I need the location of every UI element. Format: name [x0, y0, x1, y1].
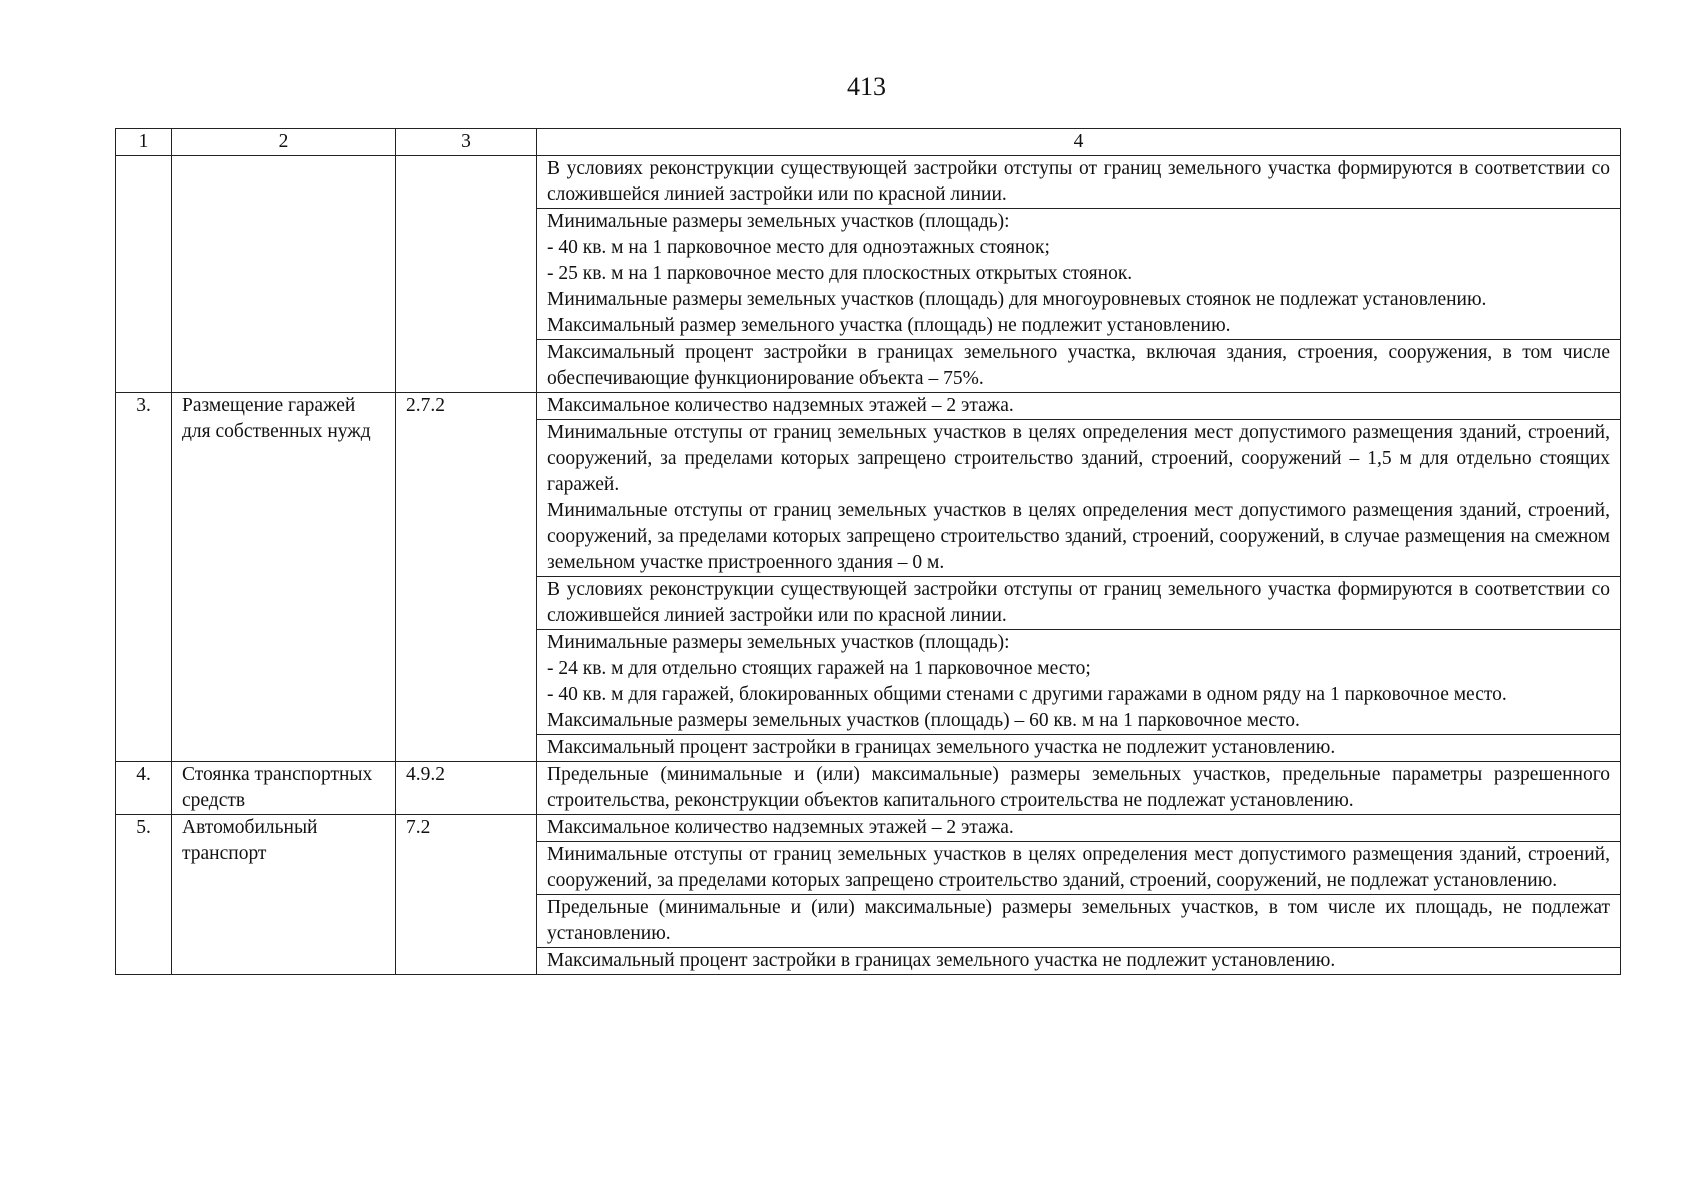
header-cell: 1: [116, 129, 172, 156]
param-text: Максимальное количество надземных этажей – 2 этажа.: [547, 395, 1014, 416]
param-cell: [537, 948, 1621, 975]
header-cell: 4: [537, 129, 1621, 156]
param-cell: [537, 393, 1621, 420]
table-row: [116, 156, 1621, 209]
param-cell: [537, 340, 1621, 393]
param-text: Минимальные отступы от границ земельных участков в целях определения мест допустимого размещения зданий, строений, сооружений, за пределами которых запрещено строительство зданий, строений, сооружений, не подлежат установлению.: [547, 844, 1610, 891]
param-cell: [537, 209, 1621, 340]
param-text: - 40 кв. м на 1 парковочное место для одноэтажных стоянок;: [547, 237, 1050, 258]
param-text: Предельные (минимальные и (или) максимальные) размеры земельных участков, в том числе их площадь, не подлежат установлению.: [547, 897, 1610, 944]
param-text: Максимальное количество надземных этажей – 2 этажа.: [547, 817, 1014, 838]
row-code: 4.9.2: [396, 762, 537, 815]
param-text: Минимальные отступы от границ земельных участков в целях определения мест допустимого размещения зданий, строений, сооружений, за пределами которых запрещено строительство зданий, строений, сооружений – 1,5 м для отдельно стоящих гаражей.: [547, 422, 1610, 495]
param-cell: [537, 762, 1621, 815]
row-code: 2.7.2: [396, 393, 537, 762]
param-text: Минимальные размеры земельных участков (площадь) для многоуровневых стоянок не подлежат установлению.: [547, 289, 1487, 310]
param-text: Максимальный процент застройки в границах земельного участка не подлежит установлению.: [547, 950, 1336, 971]
header-cell: 2: [172, 129, 396, 156]
row-name: Размещение гаражей для собственных нужд: [172, 393, 396, 762]
row-number: 4.: [116, 762, 172, 815]
table-header-row: [116, 129, 1621, 156]
param-text: Минимальные размеры земельных участков (площадь):: [547, 211, 1010, 232]
row-name: Стоянка транспортных средств: [172, 762, 396, 815]
table-row: [116, 762, 1621, 815]
param-cell: [537, 842, 1621, 895]
row-name: Автомобильный транспорт: [172, 815, 396, 975]
param-cell: [537, 815, 1621, 842]
param-cell: [537, 156, 1621, 209]
param-text: Максимальный размер земельного участка (площадь) не подлежит установлению.: [547, 315, 1231, 336]
page-number: 413: [847, 72, 886, 101]
table-row: [116, 815, 1621, 842]
param-text: Максимальный процент застройки в границах земельного участка не подлежит установлению.: [547, 737, 1336, 758]
row-code: 7.2: [396, 815, 537, 975]
regulations-table: [115, 128, 1621, 975]
param-text: Максимальные размеры земельных участков (площадь) – 60 кв. м на 1 парковочное место.: [547, 710, 1300, 731]
param-cell: [537, 577, 1621, 630]
table-row: [116, 393, 1621, 420]
param-text: Минимальные отступы от границ земельных участков в целях определения мест допустимого размещения зданий, строений, сооружений, за пределами которых запрещено строительство зданий, строений, сооружений, в случае размещения на смежном земельном участке пристроенного здания – 0 м.: [547, 500, 1610, 573]
param-text: - 25 кв. м на 1 парковочное место для плоскостных открытых стоянок.: [547, 263, 1133, 284]
param-text: Предельные (минимальные и (или) максимальные) размеры земельных участков, предельные параметры разрешенного строительства, реконструкции объектов капитального строительства не подлежат установлению.: [547, 764, 1610, 811]
param-cell: [537, 735, 1621, 762]
param-cell: [537, 895, 1621, 948]
row-number: 3.: [116, 393, 172, 762]
param-text: В условиях реконструкции существующей застройки отступы от границ земельного участка формируются в соответствии со сложившейся линией застройки или по красной линии.: [547, 579, 1610, 626]
row-name: [172, 156, 396, 393]
header-cell: 3: [396, 129, 537, 156]
param-text: Минимальные размеры земельных участков (площадь):: [547, 632, 1010, 653]
row-number: 5.: [116, 815, 172, 975]
param-text: В условиях реконструкции существующей застройки отступы от границ земельного участка формируются в соответствии со сложившейся линией застройки или по красной линии.: [547, 158, 1610, 205]
param-text: - 40 кв. м для гаражей, блокированных общими стенами с другими гаражами в одном ряду на 1 парковочное место.: [547, 684, 1507, 705]
param-cell: [537, 420, 1621, 577]
row-number: [116, 156, 172, 393]
param-text: Максимальный процент застройки в границах земельного участка, включая здания, строения, сооружения, в том числе обеспечивающие функционирование объекта – 75%.: [547, 342, 1610, 389]
param-text: - 24 кв. м для отдельно стоящих гаражей на 1 парковочное место;: [547, 658, 1091, 679]
row-code: [396, 156, 537, 393]
param-cell: [537, 630, 1621, 735]
